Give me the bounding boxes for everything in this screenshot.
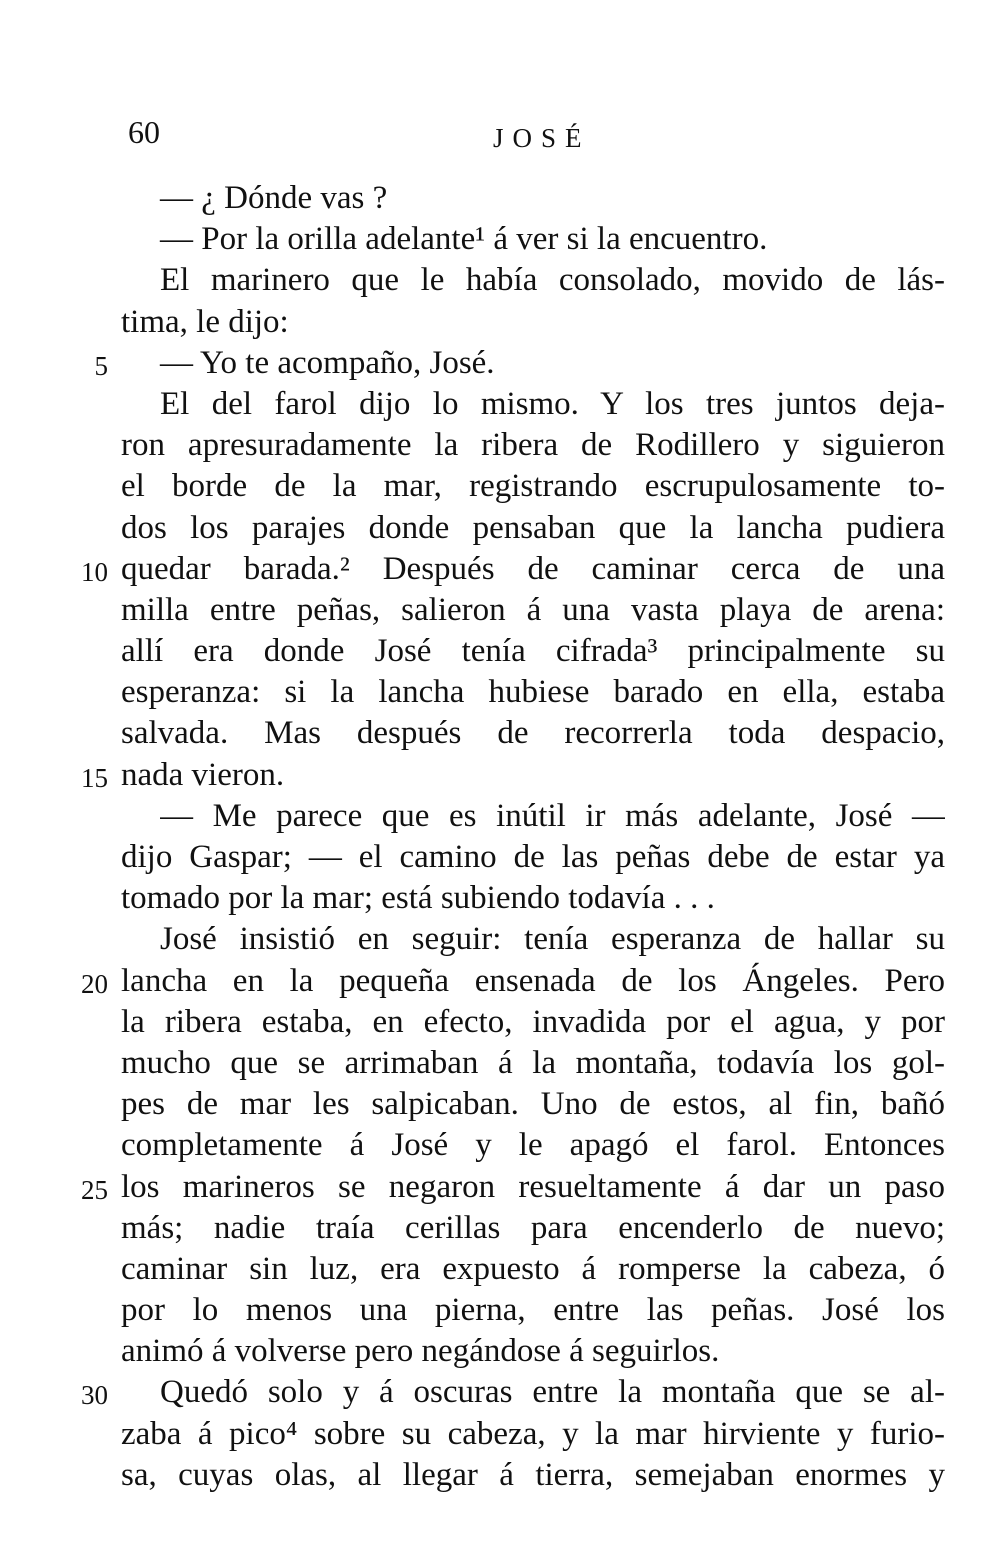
text-line [0, 672, 1000, 713]
running-head: JOSÉ [493, 123, 591, 153]
line-text: dos los parajes donde pensaban que la lancha pudiera [121, 509, 945, 546]
line-text: completamente á José y le apagó el farol. Entonces [121, 1127, 945, 1164]
line-number: 30 [81, 1380, 108, 1411]
line-text: El del farol dijo lo mismo. Y los tres juntos deja- [160, 385, 945, 422]
text-line [0, 1290, 1000, 1331]
line-text: quedar barada.² Después de caminar cerca de una [121, 550, 945, 587]
line-text: sa, cuyas olas, al llegar á tierra, semejaban enormes y [121, 1456, 945, 1493]
line-text: milla entre peñas, salieron á una vasta playa de arena: [121, 591, 945, 628]
line-text: animó á volverse pero negándose á seguirlos. [121, 1333, 720, 1370]
text-line [0, 1331, 1000, 1372]
text-line [0, 302, 1000, 343]
text-line [0, 260, 1000, 301]
line-text: José insistió en seguir: tenía esperanza de hallar su [160, 921, 945, 958]
text-line [0, 425, 1000, 466]
line-text: — Yo te acompaño, José. [160, 344, 495, 381]
line-number: 25 [81, 1174, 108, 1205]
text-line [0, 178, 1000, 219]
line-text: más; nadie traía cerillas para encenderlo de nuevo; [121, 1209, 945, 1246]
line-text: tomado por la mar; está subiendo todavía . . . [121, 880, 715, 917]
text-line [0, 713, 1000, 754]
text-line [0, 755, 1000, 796]
text-line [0, 1208, 1000, 1249]
line-number: 15 [81, 762, 108, 793]
line-text: El marinero que le había consolado, movido de lás- [160, 262, 945, 299]
line-text: pes de mar les salpicaban. Uno de estos, al fin, bañó [121, 1086, 945, 1123]
line-text: el borde de la mar, registrando escrupulosamente to- [121, 468, 945, 505]
line-text: mucho que se arrimaban á la montaña, todavía los gol- [121, 1044, 945, 1081]
text-line [0, 878, 1000, 919]
text-line [0, 631, 1000, 672]
text-line [0, 1414, 1000, 1455]
text-line [0, 837, 1000, 878]
line-text: la ribera estaba, en efecto, invadida por el agua, y por [121, 1003, 945, 1040]
line-text: — Me parece que es inútil ir más adelante, José — [160, 797, 945, 834]
line-text: tima, le dijo: [121, 303, 289, 340]
line-number: 5 [94, 350, 108, 381]
text-line [0, 1043, 1000, 1084]
text-line [0, 1249, 1000, 1290]
line-text: dijo Gaspar; — el camino de las peñas debe de estar ya [121, 839, 945, 875]
text-line [0, 508, 1000, 549]
body-text [0, 178, 1000, 1496]
text-line [0, 343, 1000, 384]
line-text: ron apresuradamente la ribera de Rodillero y siguieron [121, 427, 945, 464]
line-text: los marineros se negaron resueltamente á dar un paso [121, 1168, 945, 1205]
text-line [0, 919, 1000, 960]
text-line [0, 1455, 1000, 1496]
line-number: 10 [81, 556, 108, 587]
text-line [0, 219, 1000, 260]
text-line [0, 590, 1000, 631]
text-line [0, 549, 1000, 590]
line-text: allí era donde José tenía cifrada³ principalmente su [121, 633, 945, 670]
text-line [0, 384, 1000, 425]
line-text: — Por la orilla adelante¹ á ver si la encuentro. [160, 221, 768, 258]
line-text: salvada. Mas después de recorrerla toda despacio, [121, 715, 945, 752]
page-number: 60 [128, 114, 160, 150]
text-line [0, 796, 1000, 837]
line-text: caminar sin luz, era expuesto á romperse la cabeza, ó [121, 1250, 945, 1287]
text-line [0, 1372, 1000, 1413]
text-line [0, 1002, 1000, 1043]
text-line [0, 961, 1000, 1002]
line-text: — ¿ Dónde vas ? [160, 180, 388, 216]
line-text: lancha en la pequeña ensenada de los Ángeles. Pero [121, 962, 945, 999]
line-text: Quedó solo y á oscuras entre la montaña que se al- [160, 1374, 945, 1411]
text-line [0, 1084, 1000, 1125]
text-line [0, 1125, 1000, 1166]
line-text: nada vieron. [121, 756, 285, 793]
line-text: esperanza: si la lancha hubiese barado en ella, estaba [121, 674, 945, 711]
line-text: por lo menos una pierna, entre las peñas. José los [121, 1292, 945, 1329]
text-line [0, 466, 1000, 507]
text-line [0, 1167, 1000, 1208]
line-text: zaba á pico⁴ sobre su cabeza, y la mar hirviente y furio- [121, 1415, 945, 1452]
line-number: 20 [81, 968, 108, 999]
